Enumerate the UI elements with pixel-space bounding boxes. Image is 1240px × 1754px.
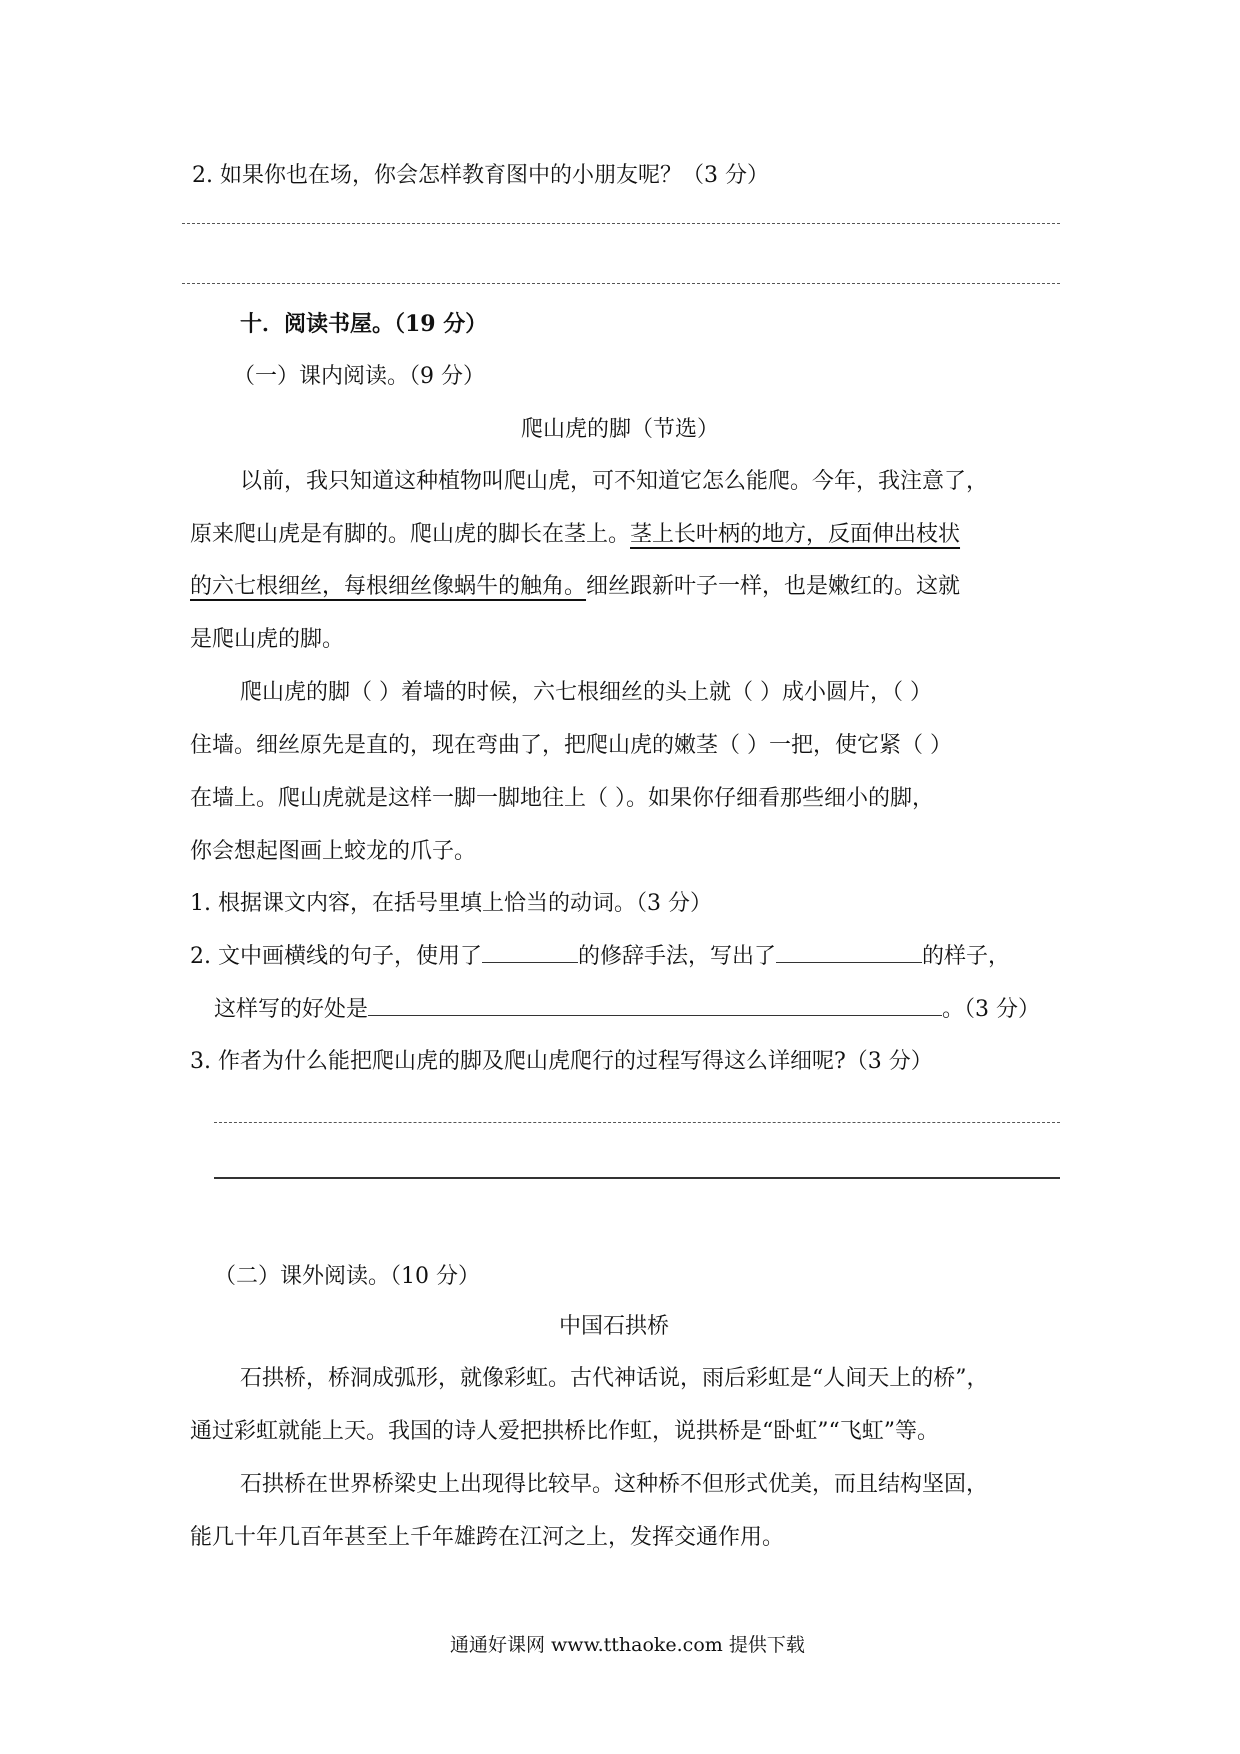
answer-line [182, 223, 1060, 224]
answer-blank[interactable] [482, 942, 578, 963]
footer-watermark: 通通好课网 www.tthaoke.com 提供下载 [450, 1634, 805, 1656]
part-1-title: （一）课内阅读。（9 分） [233, 364, 485, 389]
passage-2-title: 中国石拱桥 [559, 1314, 670, 1339]
answer-line [182, 283, 1060, 284]
part-2-title: （二）课外阅读。（10 分） [214, 1264, 480, 1289]
question-1: 1. 根据课文内容，在括号里填上恰当的动词。（3 分） [190, 891, 712, 916]
answer-line [214, 1177, 1060, 1179]
answer-line [214, 1122, 1060, 1123]
question-2: 2. 文中画横线的句子，使用了 的修辞手法，写出了 的样子， [190, 944, 1011, 969]
underlined-sentence: 茎上长叶柄的地方，反面伸出枝状 [630, 522, 961, 547]
passage-1-title: 爬山虎的脚（节选） [521, 417, 720, 442]
question-2-section9: 2. 如果你也在场，你会怎样教育图中的小朋友呢？（3 分） [192, 163, 769, 188]
answer-blank[interactable] [368, 995, 942, 1016]
question-3: 3. 作者为什么能把爬山虎的脚及爬山虎爬行的过程写得这么详细呢?（3 分） [190, 1049, 933, 1074]
question-2-cont: 这样写的好处是 。（3 分） [214, 997, 1041, 1022]
section-10-title: 十．阅读书屋。（19 分） [240, 311, 488, 337]
underlined-sentence: 的六七根细丝，每根细丝像蜗牛的触角。 [190, 574, 587, 599]
answer-blank[interactable] [776, 942, 922, 963]
